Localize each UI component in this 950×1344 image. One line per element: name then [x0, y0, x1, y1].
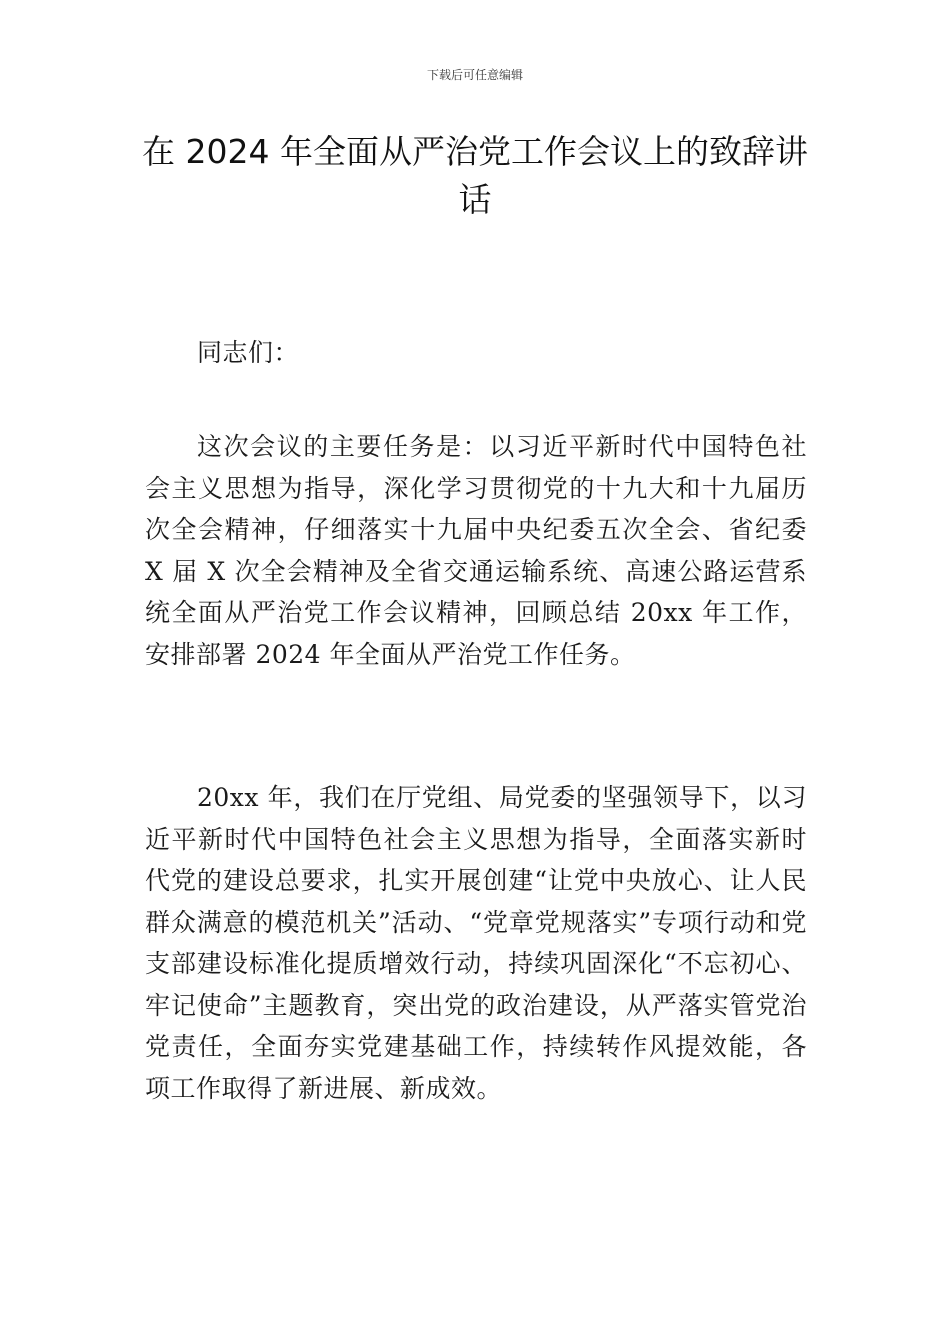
- header-note: 下载后可任意编辑: [426, 68, 523, 82]
- paragraph-work-review: 20xx 年，我们在厅党组、局党委的坚强领导下，以习近平新时代中国特色社会主义思想为指导，全面落实新时代党的建设总要求，扎实开展创建“让党中央放心、让人民群众满意的模范机关”活动、“党章党规落实”专项行动和党支部建设标准化提质增效行动，持续巩固深化“不忘初心、牢记使命”主题教育，突出党的政治建设，从严落实管党治党责任，全面夯实党建基础工作，持续转作风提效能，各项工作取得了新进展、新成效。: [145, 783, 807, 1103]
- salutation: 同志们：: [197, 338, 300, 367]
- document-title: 在 2024 年全面从严治党工作会议上的致辞讲话: [142, 132, 808, 219]
- paragraph-meeting-tasks: 这次会议的主要任务是：以习近平新时代中国特色社会主义思想为指导，深化学习贯彻党的十九大和十九届历次全会精神，仔细落实十九届中央纪委五次全会、省纪委 X 届 X 次全会精神及全省交通运输系统、高速公路运营系统全面从严治党工作会议精神，回顾总结 20xx 年工作，安排部署 2024 年全面从严治党工作任务。: [145, 432, 807, 669]
